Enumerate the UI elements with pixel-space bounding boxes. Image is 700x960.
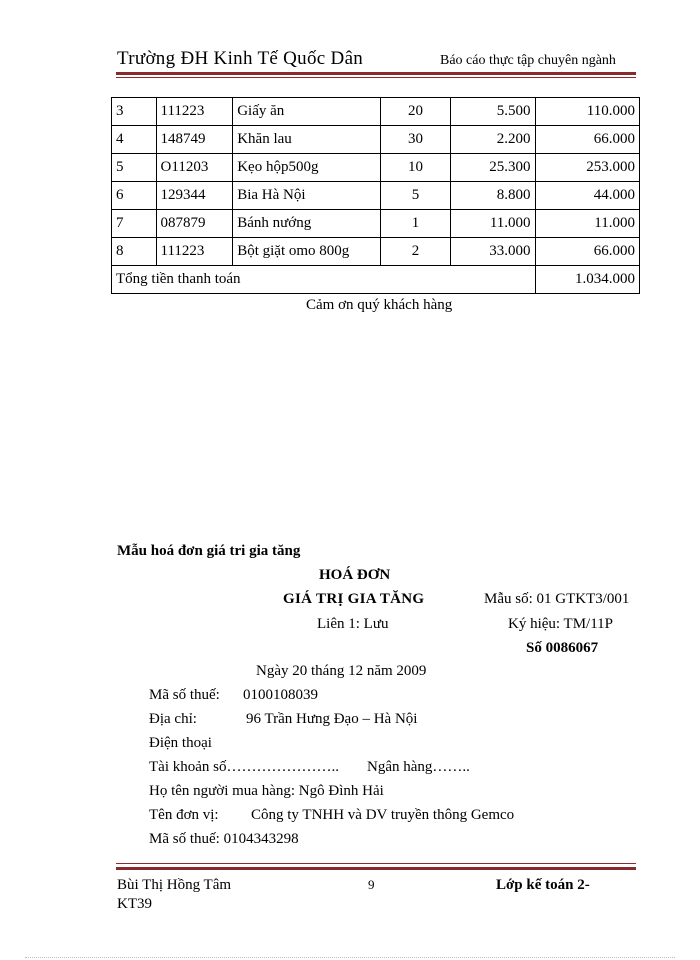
item-name: Bia Hà Nội — [233, 182, 381, 210]
footer-rule-thin — [116, 863, 636, 864]
table-row — [112, 154, 640, 182]
seller-address-label: Địa chỉ: — [149, 711, 197, 727]
item-amount: 44.000 — [535, 182, 639, 210]
item-qty: 2 — [380, 238, 450, 266]
item-price: 25.300 — [451, 154, 535, 182]
table-row — [112, 126, 640, 154]
item-code: O11203 — [156, 154, 233, 182]
table-row — [112, 238, 640, 266]
item-amount: 66.000 — [535, 238, 639, 266]
item-qty: 1 — [380, 210, 450, 238]
invoice-title-line1: HOÁ ĐƠN — [319, 567, 391, 583]
item-price: 8.800 — [451, 182, 535, 210]
total-label: Tổng tiền thanh toán — [112, 266, 536, 294]
invoice-form-number: Mẫu số: 01 GTKT3/001 — [484, 591, 630, 607]
total-row — [112, 266, 640, 294]
buyer-company-value: Công ty TNHH và DV truyền thông Gemco — [251, 807, 515, 823]
item-qty: 5 — [380, 182, 450, 210]
buyer-name-line: Họ tên người mua hàng: Ngô Đình Hải — [149, 783, 384, 799]
invoice-date: Ngày 20 tháng 12 năm 2009 — [256, 663, 427, 679]
seller-tax-label: Mã số thuế: — [149, 687, 220, 703]
footer-page-number: 9 — [368, 877, 375, 892]
seller-account-line: Tài khoản số………………….. — [149, 759, 339, 775]
header-rule-thin — [116, 77, 636, 78]
item-amount: 253.000 — [535, 154, 639, 182]
thanks-message: Cảm ơn quý khách hàng — [306, 297, 453, 313]
items-table — [111, 97, 640, 294]
total-value: 1.034.000 — [535, 266, 639, 294]
item-qty: 20 — [380, 98, 450, 126]
footer-class: Lớp kế toán 2- — [496, 877, 590, 893]
seller-tax-value: 0100108039 — [243, 687, 318, 703]
item-no: 8 — [112, 238, 157, 266]
item-qty: 10 — [380, 154, 450, 182]
item-name: Giấy ăn — [233, 98, 381, 126]
seller-bank-line: Ngân hàng…….. — [367, 759, 470, 775]
header-rule-thick — [116, 72, 636, 75]
item-amount: 11.000 — [535, 210, 639, 238]
table-row — [112, 182, 640, 210]
item-qty: 30 — [380, 126, 450, 154]
header-school-name: Trường ĐH Kinh Tế Quốc Dân — [117, 48, 364, 69]
item-no: 3 — [112, 98, 157, 126]
invoice-symbol: Ký hiệu: TM/11P — [508, 616, 614, 632]
invoice-number: Số 0086067 — [526, 640, 599, 656]
item-no: 5 — [112, 154, 157, 182]
item-name: Bột giặt omo 800g — [233, 238, 381, 266]
header-report-title: Báo cáo thực tập chuyên ngành — [440, 53, 616, 68]
item-code: 129344 — [156, 182, 233, 210]
seller-address-value: 96 Trần Hưng Đạo – Hà Nội — [246, 711, 418, 727]
item-price: 5.500 — [451, 98, 535, 126]
seller-phone-label: Điện thoại — [149, 735, 212, 751]
buyer-tax-line: Mã số thuế: 0104343298 — [149, 831, 299, 847]
item-name: Khăn lau — [233, 126, 381, 154]
footer-author: Bùi Thị Hồng Tâm KT39 — [117, 877, 232, 912]
item-no: 7 — [112, 210, 157, 238]
table-row — [112, 210, 640, 238]
item-amount: 66.000 — [535, 126, 639, 154]
item-code: 148749 — [156, 126, 233, 154]
item-name: Kẹo hộp500g — [233, 154, 381, 182]
item-no: 6 — [112, 182, 157, 210]
invoice-title-line2: GIÁ TRỊ GIA TĂNG — [283, 591, 425, 607]
footer-rule-thick — [116, 867, 636, 870]
item-name: Bánh nướng — [233, 210, 381, 238]
item-code: 087879 — [156, 210, 233, 238]
invoice-copy: Liên 1: Lưu — [317, 616, 389, 632]
items-table-body — [112, 98, 640, 266]
table-row — [112, 98, 640, 126]
item-code: 111223 — [156, 98, 233, 126]
page-bottom-divider — [25, 957, 675, 958]
buyer-company-label: Tên đơn vị: — [149, 807, 219, 823]
invoice-section-title: Mẫu hoá đơn giá tri gia tăng — [117, 543, 301, 559]
item-price: 2.200 — [451, 126, 535, 154]
item-price: 11.000 — [451, 210, 535, 238]
item-no: 4 — [112, 126, 157, 154]
item-code: 111223 — [156, 238, 233, 266]
item-amount: 110.000 — [535, 98, 639, 126]
item-price: 33.000 — [451, 238, 535, 266]
